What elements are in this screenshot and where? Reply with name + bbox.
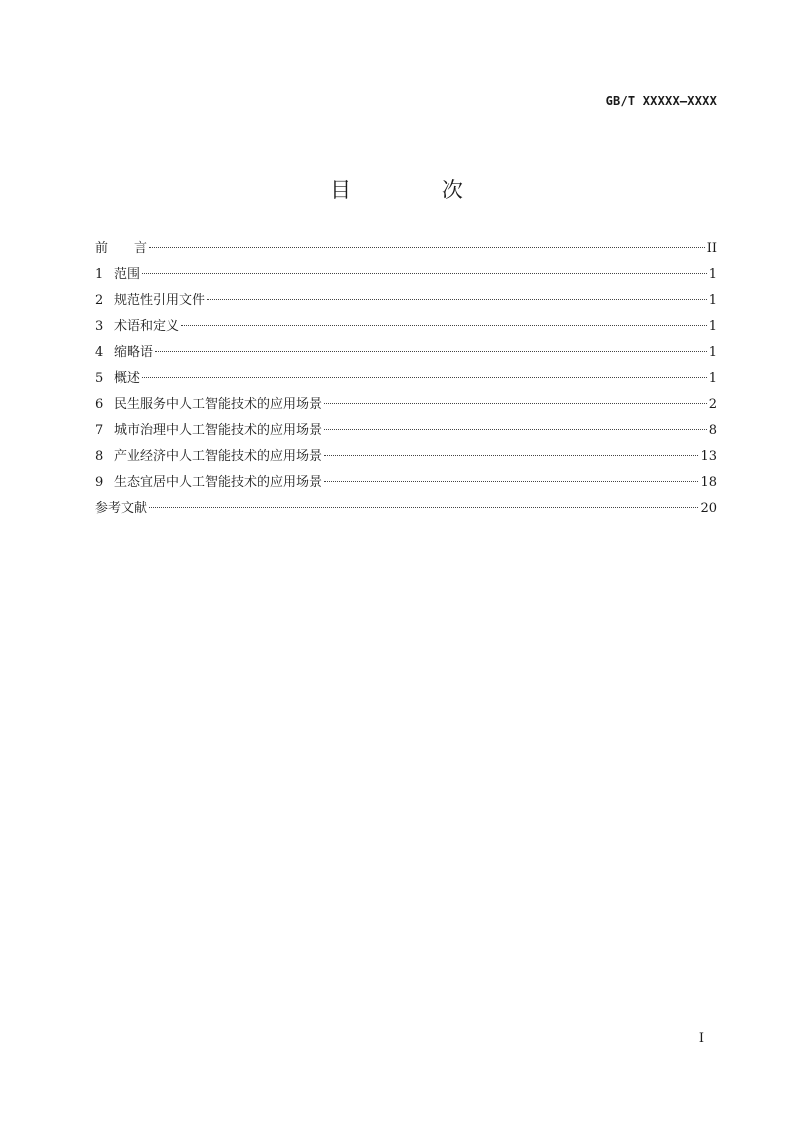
toc-leader-dots xyxy=(181,325,707,326)
page-number: I xyxy=(698,1031,704,1046)
toc-leader-dots xyxy=(149,247,705,248)
toc-entry-foreword[interactable] xyxy=(95,236,717,262)
toc-leader-dots xyxy=(324,455,698,456)
toc-entry-label: 城市治理中人工智能技术的应用场景 xyxy=(114,423,323,438)
toc-entry-label: 规范性引用文件 xyxy=(114,293,206,308)
toc-entry-label: 术语和定义 xyxy=(114,319,180,334)
toc-leader-dots xyxy=(149,507,698,508)
toc-entry-page: II xyxy=(706,241,717,256)
toc-entry-2[interactable] xyxy=(95,288,717,314)
toc-leader-dots xyxy=(324,429,707,430)
standard-code: GB/T XXXXX—XXXX xyxy=(605,94,717,108)
toc-entry-page: 2 xyxy=(708,397,717,412)
toc-entry-number: 5 xyxy=(95,371,104,386)
toc-entry-page: 20 xyxy=(700,501,717,516)
table-of-contents xyxy=(95,236,717,522)
toc-entry-page: 18 xyxy=(700,475,717,490)
toc-entry-label: 概述 xyxy=(114,371,141,386)
toc-entry-number: 8 xyxy=(95,449,104,464)
toc-entry-number: 4 xyxy=(95,345,104,360)
toc-entry-number: 1 xyxy=(95,267,104,282)
toc-leader-dots xyxy=(207,299,707,300)
toc-entry-page: 1 xyxy=(708,267,717,282)
toc-entry-label: 生态宜居中人工智能技术的应用场景 xyxy=(114,475,323,490)
toc-entry-4[interactable] xyxy=(95,340,717,366)
toc-entry-page: 1 xyxy=(708,319,717,334)
toc-entry-number: 2 xyxy=(95,293,104,308)
toc-entry-page: 8 xyxy=(708,423,717,438)
toc-entry-number: 6 xyxy=(95,397,104,412)
toc-entry-page: 1 xyxy=(708,345,717,360)
toc-entry-9[interactable] xyxy=(95,470,717,496)
toc-entry-label: 产业经济中人工智能技术的应用场景 xyxy=(114,449,323,464)
toc-entry-8[interactable] xyxy=(95,444,717,470)
toc-entry-number: 3 xyxy=(95,319,104,334)
toc-entry-label: 民生服务中人工智能技术的应用场景 xyxy=(114,397,323,412)
page-title: 目 次 xyxy=(330,178,505,202)
toc-entry-label: 前 言 xyxy=(95,241,148,256)
toc-entry-label: 缩略语 xyxy=(114,345,154,360)
toc-leader-dots xyxy=(142,377,707,378)
toc-leader-dots xyxy=(155,351,707,352)
toc-entry-page: 1 xyxy=(708,293,717,308)
toc-entry-3[interactable] xyxy=(95,314,717,340)
toc-entry-label: 范围 xyxy=(114,267,141,282)
toc-entry-1[interactable] xyxy=(95,262,717,288)
toc-entry-number: 9 xyxy=(95,475,104,490)
toc-entry-number: 7 xyxy=(95,423,104,438)
toc-entry-page: 1 xyxy=(708,371,717,386)
toc-entry-7[interactable] xyxy=(95,418,717,444)
toc-leader-dots xyxy=(324,481,698,482)
toc-entry-page: 13 xyxy=(700,449,717,464)
toc-entry-references[interactable] xyxy=(95,496,717,522)
toc-entry-5[interactable] xyxy=(95,366,717,392)
toc-leader-dots xyxy=(324,403,707,404)
toc-entry-6[interactable] xyxy=(95,392,717,418)
toc-entry-label: 参考文献 xyxy=(95,501,148,516)
toc-leader-dots xyxy=(142,273,707,274)
